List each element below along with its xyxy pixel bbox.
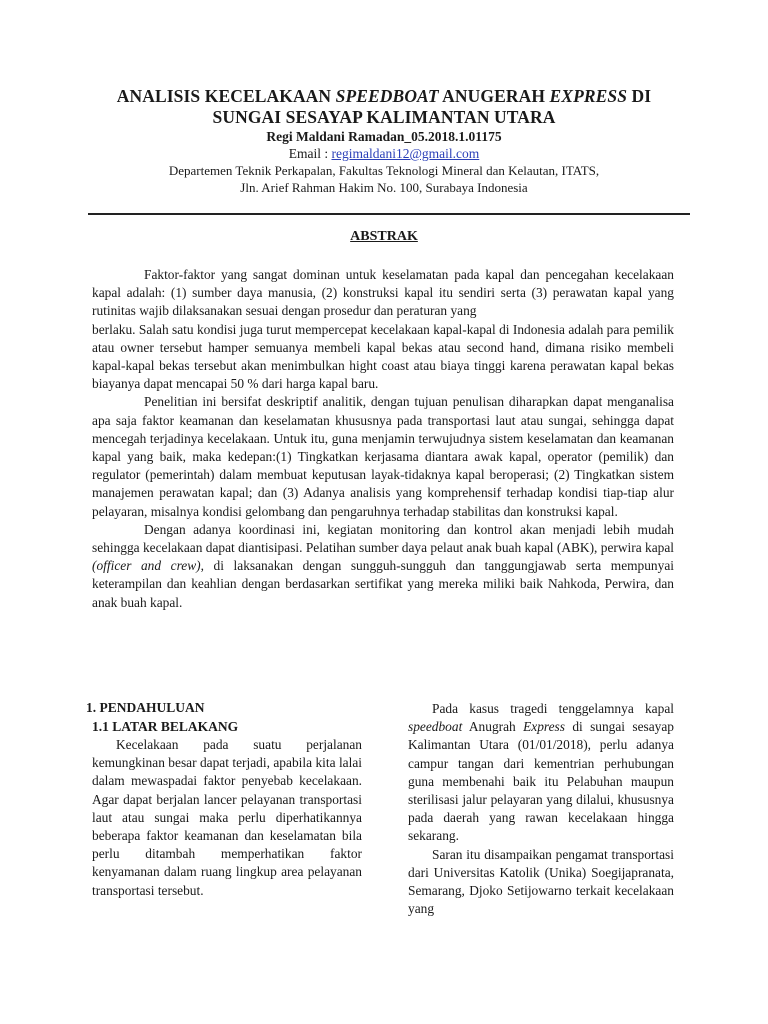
abstract-body [92, 266, 674, 612]
right-p1-text-b: Anugrah [462, 719, 524, 735]
right-p1-text-c: di sungai sesayap Kalimantan Utara (01/01/2018), perlu adanya campur tangan dari kementrian perhubungan guna membenahi baik itu Pelabuhan maupun sterilisasi jalur pelayaran yang dilalui, khususnya pada daerah yang rawan kecelakaan hingga sekarang. [408, 719, 674, 844]
title-italic-speedboat: SPEEDBOAT [335, 86, 439, 106]
title-text-2: ANUGERAH [438, 86, 550, 106]
abstract-paragraph-2: Penelitian ini bersifat deskriptif analitik, dengan tujuan penulisan diharapkan dapat menganalisa apa saja faktor keamanan dan keselamatan khususnya pada transportasi laut atau sungai, sehingga dapat mencegah terjadinya kecelakaan. Untuk itu, guna menjamin terwujudnya sistem keselamatan dan keamanan kapal yang baik, maka kedepan:(1) Tingkatkan kerjasama diantara awak kapal, operator (pemilik) dan regulator (pemerintah) dalam membuat keputusan layak-tidaknya kapal beroperasi; (2) Tingkatkan sistem manajemen perawatan kapal; dan (3) Adanya analisis yang komprehensif terhadap kondisi tiap-tiap alur pelayaran, misalnya kondisi gelombang dan pengaruhnya terhadap stabilitas dan konstruksi kapal. [92, 394, 674, 519]
email-line [60, 146, 708, 162]
title-text-3: DI [627, 86, 652, 106]
right-column [408, 700, 674, 918]
email-label: Email : [288, 146, 332, 161]
right-p1-italic-express: Express [523, 719, 565, 735]
abstract-p3-text-a: Dengan adanya koordinasi ini, kegiatan monitoring dan kontrol akan menjadi lebih mudah sehingga kecelakaan dapat diantisipasi. Pelatihan sumber daya pelaut anak buah kapal (ABK), perwira kapal [92, 521, 674, 556]
left-column-paragraph: Kecelakaan pada suatu perjalanan kemungkinan besar dapat terjadi, apabila kita lalai dalam mewaspadai faktor penyebab kecelakaan. Agar dapat berjalan lancer pelayanan transportasi laut atau sungai maka perlu diperhatikannya beberapa faktor keamanan dan keselamatan bila perlu ditambah memperhatikan faktor kenyamanan dalam ruang lingkup area pelayanan transportasi tersebut. [92, 737, 362, 898]
title-text-1: ANALISIS KECELAKAAN [116, 86, 336, 106]
author-name: Regi Maldani Ramadan_05.2018.1.01175 [266, 129, 502, 144]
abstract-p3-italic: (officer and crew) [92, 558, 201, 574]
abstract-heading: ABSTRAK [350, 229, 418, 244]
paper-title [60, 86, 708, 128]
affiliation [60, 163, 708, 196]
left-column [86, 698, 362, 900]
header-divider [88, 213, 690, 215]
abstract-paragraph-1b: berlaku. Salah satu kondisi juga turut mempercepat kecelakaan kapal-kapal di Indonesia adalah para pemilik atau owner tersebut hamper semuanya membeli kapal bekas atau second hand, dimana risiko membeli kapal-kapal bekas tersebut akan menimbulkan hight coast atau biaya tinggi karena perawatan kapal bekas biayanya dapat mencapai 50 % dari harga kapal baru. [92, 321, 674, 392]
subsection-heading-latar-belakang: 1.1 LATAR BELAKANG [92, 719, 239, 734]
right-column-paragraph-2: Saran itu disampaikan pengamat transportasi dari Universitas Katolik (Unika) Soegijapranata, Semarang, Djoko Setijowarno terkait kecelakaan yang [408, 846, 674, 917]
affiliation-line-1: Departemen Teknik Perkapalan, Fakultas Teknologi Mineral dan Kelautan, ITATS, [168, 163, 600, 178]
right-column-paragraph-1 [408, 700, 674, 846]
title-line-2: SUNGAI SESAYAP KALIMANTAN UTARA [212, 107, 556, 127]
section-heading-pendahuluan: 1. PENDAHULUAN [86, 700, 205, 715]
abstract-paragraph-3 [92, 521, 674, 612]
title-italic-express: EXPRESS [549, 86, 628, 106]
right-p1-text-a: Pada kasus tragedi tenggelamnya kapal [432, 701, 674, 716]
abstract-paragraph-1a: Faktor-faktor yang sangat dominan untuk keselamatan pada kapal dan pencegahan kecelakaan kapal adalah: (1) sumber daya manusia, (2) konstruksi kapal itu sendiri serta (3) perawatan kapal yang rutinitas wajib dilaksanakan sesuai dengan prosedur dan peraturan yang [92, 267, 674, 319]
affiliation-line-2: Jln. Arief Rahman Hakim No. 100, Surabaya Indonesia [240, 179, 528, 195]
right-p1-italic-speedboat: speedboat [408, 719, 463, 735]
abstract-p3-text-b: , di laksanakan dengan sungguh-sungguh dan tanggungjawab serta mempunyai keterampilan dan keahlian dengan berdasarkan sertifikat yang mereka miliki baik Nahkoda, Perwira, dan anak buah kapal. [92, 558, 674, 610]
email-link[interactable]: regimaldani12@gmail.com [331, 146, 480, 161]
